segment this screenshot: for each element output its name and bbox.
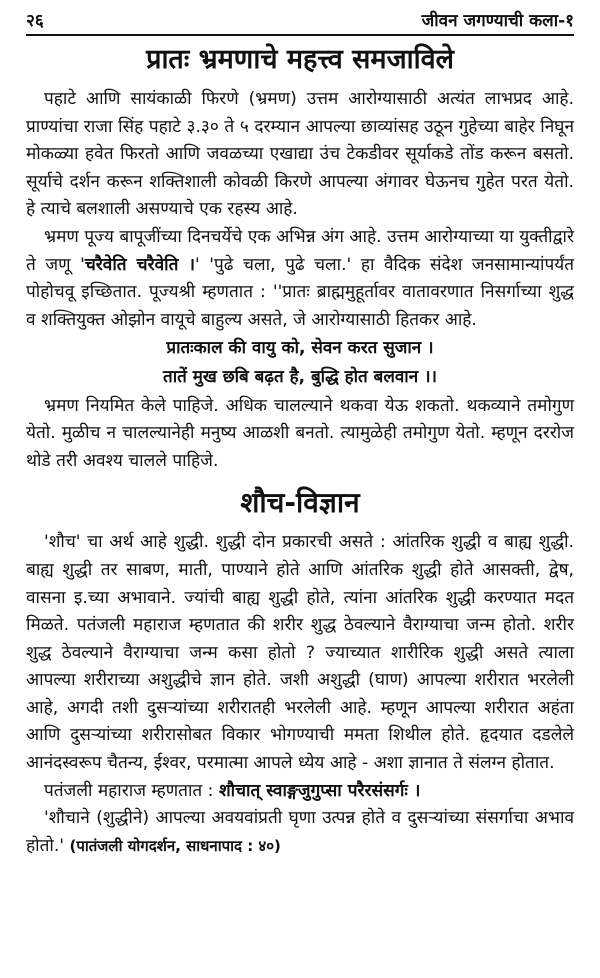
section-title-shauch: शौच-विज्ञान <box>240 486 360 520</box>
running-header <box>26 0 574 36</box>
text-run: ' 'पुढे चला, पुढे चला.' हा वैदिक संदेश जनसामान्यांपर्यंत पोहोचवू इच्छितात. पूज्यश्री म्हणतात : ''प्रातः ब्राह्ममुहूर्तावर वातावरणात निसर्गाच्या शुद्ध व शक्तियुक्त ओझोन वायूचे बाहुल्य असते, जे आरोग्यासाठी हितकर आहे. <box>26 254 575 330</box>
text-run: पतंजली महाराज म्हणतात : <box>44 780 219 801</box>
page-number: २६ <box>26 11 44 31</box>
vedic-quote: चरैवेति चरैवेति । <box>84 254 196 275</box>
paragraph <box>26 224 574 334</box>
text-run: 'शौचाने (शुद्धीने) आपल्या अवयवांप्रती घृणा उत्पन्न होते व दुसऱ्यांच्या संसर्गाचा अभाव होतो.' <box>26 808 574 856</box>
sutra-quote: शौचात् स्वाङ्गजुगुप्सा परैरसंसर्गः । <box>218 780 421 801</box>
paragraph <box>26 778 574 806</box>
paragraph: पहाटे आणि सायंकाळी फिरणे (भ्रमण) उत्तम आरोग्यासाठी अत्यंत लाभप्रद आहे. प्राण्यांचा राजा सिंह पहाटे ३.३० ते ५ दरम्यान आपल्या छाव्यांसह उठून गुहेच्या बाहेर निघून मोकळ्या हवेत फिरतो आणि जवळच्या एखाद्या उंच टेकडीवर सूर्याकडे तोंड करून बसतो. सूर्याचे दर्शन करून शक्तिशाली कोवळी किरणे आपल्या अंगावर घेऊनच गुहेत परत येतो. हे त्याचे बलशाली असण्याचे एक रहस्य आहे. <box>26 89 574 220</box>
paragraph: भ्रमण नियमित केले पाहिजे. अधिक चालल्याने थकवा येऊ शकतो. थकव्याने तमोगुण येतो. मुळीच न चालल्यानेही मनुष्य आळशी बनतो. त्यामुळेही तमोगुण येतो. म्हणून दररोज थोडे तरी अवश्य चालले पाहिजे. <box>26 395 574 471</box>
paragraph: 'शौच' चा अर्थ आहे शुद्धी. शुद्धी दोन प्रकारची असते : आंतरिक शुद्धी व बाह्य शुद्धी. बाह्य शुद्धी तर साबण, माती, पाण्याने होते आणि आंतरिक शुद्धी होते आसक्ती, द्वेष, वासना इ.च्या अभावाने. ज्यांची बाह्य शुद्धी होते, त्यांना आंतरिक शुद्धी करण्यात मदत मिळते. पतंजली महाराज म्हणतात की शरीर शुद्ध ठेवल्याने वैराग्याचा जन्म होतो. शरीर शुद्ध ठेवल्याने वैराग्याचा जन्म कसा होतो ? ज्याच्यात शारीरिक शुद्धी असते त्याला आपल्या शरीराच्या अशुद्धीचे ज्ञान होते. जशी अशुद्धी (घाण) आपल्या शरीरात भरलेली आहे, अगदी तशी दुसऱ्यांच्या शरीरातही भरलेली आहे. म्हणून आपल्या शरीरात अहंता आणि दुसऱ्यांच्या शरीरासोबत विकार भोगण्याची ममता शिथील होते. हृदयात दडलेले आनंदस्वरूप चैतन्य, ईश्वर, परमात्मा आपले ध्येय आहे - अशा ज्ञानात ते संलग्न होतात. <box>26 532 574 774</box>
citation: (पातंजली योगदर्शन, साधनापाद : ४०) <box>69 836 281 855</box>
paragraph <box>26 805 574 860</box>
text-run: भ्रमण पूज्य बापूजींच्या दिनचर्येचे एक अभिन्न अंग आहे. उत्तम आरोग्याच्या या युक्तीद्वारे ते जणू ' <box>26 226 574 275</box>
verse-line: प्रातःकाल की वायु को, सेवन करत सुजान । <box>166 338 434 359</box>
section-title-morning-walk: प्रातः भ्रमणाचे महत्त्व समजाविले <box>146 44 454 75</box>
verse-line: तातें मुख छबि बढ़त है, बुद्धि होत बलवान ।। <box>163 366 437 387</box>
running-title: जीवन जगण्याची कला-१ <box>421 11 574 31</box>
